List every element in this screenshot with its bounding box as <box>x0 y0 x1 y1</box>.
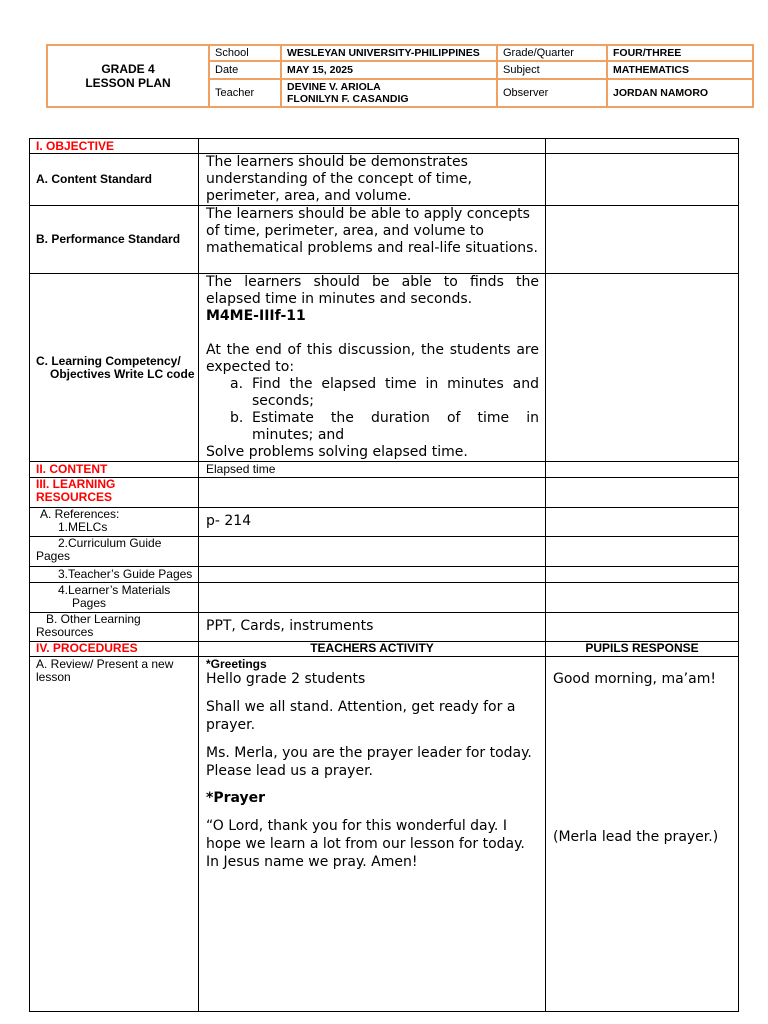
content-heading: II. CONTENT <box>36 462 108 476</box>
pupil-response-1: Good morning, ma’am! <box>553 671 716 687</box>
school-label: School <box>208 46 280 60</box>
greeting-line-3: Ms. Merla, you are the prayer leader for today. Please lead us a prayer. <box>206 745 532 779</box>
objective-item-a: a. Find the elapsed time in minutes and seconds; <box>230 376 539 409</box>
subject-value: MATHEMATICS <box>606 62 752 78</box>
school-value: WESLEYAN UNIVERSITY-PHILIPPINES <box>280 46 496 60</box>
objective-a-text: Find the elapsed time in minutes and seconds; <box>252 376 539 409</box>
teachers-activity-header: TEACHERS ACTIVITY <box>310 641 434 655</box>
objective-c-text: Solve problems solving elapsed time. <box>206 444 468 460</box>
curriculum-guide-label-line1: 2.Curriculum Guide <box>58 536 162 550</box>
other-resources-label-line2: Resources <box>36 625 94 639</box>
greetings-heading: *Greetings <box>206 657 267 671</box>
teachers-guide-label: 3.Teacher’s Guide Pages <box>58 567 193 581</box>
observer-value: JORDAN NAMORO <box>606 80 752 106</box>
teachers-activity-content <box>206 658 541 871</box>
objective-b-text: Estimate the duration of time in minutes; and <box>252 410 539 443</box>
pupil-response-2: (Merla lead the prayer.) <box>553 829 719 845</box>
learners-materials-label-line2: Pages <box>72 596 107 610</box>
objective-heading: I. OBJECTIVE <box>36 139 115 153</box>
greeting-line-2: Shall we all stand. Attention, get ready for a prayer. <box>206 699 516 733</box>
teacher-value <box>280 80 496 106</box>
competency-statement: The learners should be able to finds the elapsed time in minutes and seconds. <box>206 274 539 307</box>
other-resources-label <box>36 613 196 639</box>
learning-competency-label-line1: C. Learning Competency/ <box>36 354 181 368</box>
review-label-line2: lesson <box>36 670 71 684</box>
review-label-line1: A. Review/ Present a new <box>36 657 174 671</box>
pupils-response-header: PUPILS RESPONSE <box>585 641 699 655</box>
melcs-value: p- 214 <box>206 513 252 529</box>
references-label: A. References: <box>40 507 120 521</box>
lesson-plan-table <box>29 138 739 1012</box>
content-standard-label: A. Content Standard <box>36 172 152 186</box>
prayer-text: “O Lord, thank you for this wonderful day. I hope we learn a lot from our lesson for today. In Jesus name we pray. Amen! <box>206 818 525 870</box>
learning-competency-label-line2: Objectives Write LC code <box>50 367 195 381</box>
curriculum-guide-label-line2: Pages <box>36 549 71 563</box>
objectives-intro: At the end of this discussion, the students are expected to: <box>206 342 539 375</box>
date-label: Date <box>208 62 280 78</box>
learners-materials-label <box>58 584 198 610</box>
date-value: MAY 15, 2025 <box>280 62 496 78</box>
performance-standard-text: The learners should be able to apply concepts of time, perimeter, area, and volume to mathematical problems and real-life situations. <box>206 206 538 256</box>
learning-resources-heading-line1: III. LEARNING <box>36 477 116 491</box>
header-info-grid <box>208 46 752 106</box>
learners-materials-label-line1: 4.Learner’s Materials <box>58 583 171 597</box>
melcs-label: 1.MELCs <box>58 520 108 534</box>
observer-label: Observer <box>496 80 606 106</box>
learning-competency-text <box>206 274 539 461</box>
other-resources-label-line1: B. Other Learning <box>46 612 141 626</box>
lesson-plan-title <box>48 46 208 106</box>
greeting-line-1: Hello grade 2 students <box>206 671 366 687</box>
lesson-plan-header <box>46 44 754 108</box>
objective-item-b: b. Estimate the duration of time in minutes; and <box>230 410 539 443</box>
teacher-name-1: DEVINE V. ARIOLA <box>287 81 381 93</box>
learning-resources-heading-line2: RESOURCES <box>36 490 113 504</box>
procedures-heading: IV. PROCEDURES <box>36 641 138 655</box>
curriculum-guide-label <box>36 537 196 563</box>
content-standard-text: The learners should be demonstrates understanding of the concept of time, perimeter, area, and volume. <box>206 154 472 204</box>
other-resources-value: PPT, Cards, instruments <box>206 618 374 634</box>
content-value: Elapsed time <box>206 462 276 476</box>
prayer-heading: *Prayer <box>206 790 266 806</box>
teacher-label: Teacher <box>208 80 280 106</box>
grade-quarter-label: Grade/Quarter <box>496 46 606 60</box>
lc-code: M4ME-IIIf-11 <box>206 308 306 324</box>
title-grade: GRADE 4 <box>101 62 155 76</box>
learning-competency-label <box>36 355 196 381</box>
teacher-name-2: FLONILYN F. CASANDIG <box>287 93 409 105</box>
title-lesson-plan: LESSON PLAN <box>85 76 171 90</box>
review-label <box>36 658 196 684</box>
performance-standard-label: B. Performance Standard <box>36 232 181 246</box>
learning-resources-heading <box>36 478 115 504</box>
grade-quarter-value: FOUR/THREE <box>606 46 752 60</box>
subject-label: Subject <box>496 62 606 78</box>
